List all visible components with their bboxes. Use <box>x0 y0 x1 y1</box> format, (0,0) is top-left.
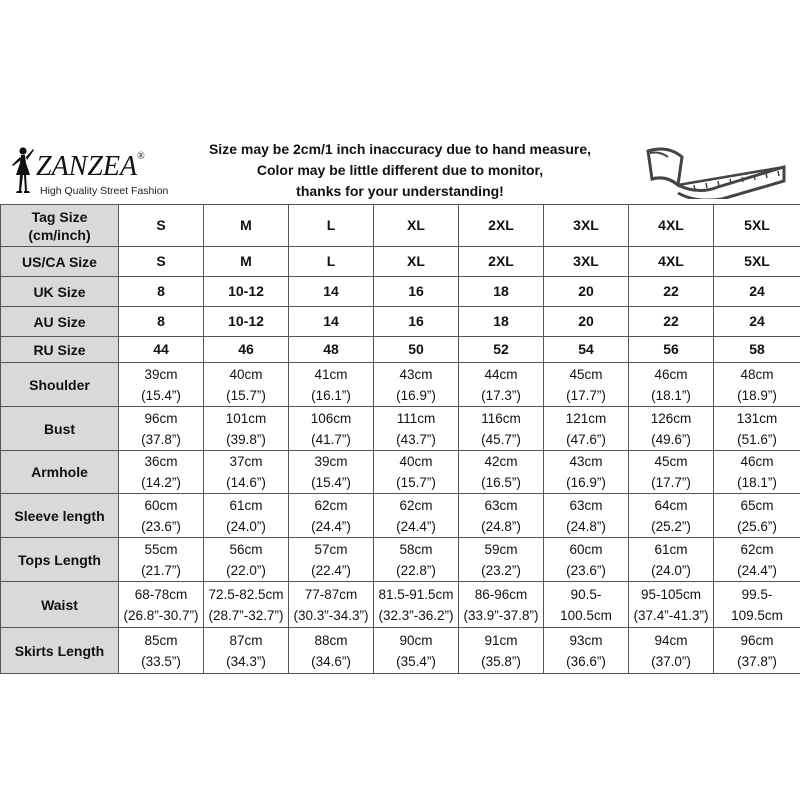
row-label <box>1 538 119 582</box>
cell-text: 72.5-82.5cm <box>208 586 284 602</box>
row-label-text: Armhole <box>31 464 88 480</box>
cell-text: (23.6”) <box>566 562 606 578</box>
row-label-text: Waist <box>41 596 78 613</box>
cell-text: 48cm <box>740 366 774 382</box>
row-label-text: Shoulder <box>29 376 90 393</box>
table-cell <box>459 277 544 307</box>
table-cell <box>374 451 459 494</box>
cell-text: 87cm <box>229 632 263 648</box>
cell-text: (34.3”) <box>226 653 266 669</box>
cell-text: 59cm <box>484 541 518 557</box>
table-cell <box>119 337 204 363</box>
table-cell <box>544 277 629 307</box>
cell-text: 46 <box>238 341 254 357</box>
table-row <box>1 494 800 538</box>
table-cell <box>204 538 289 582</box>
table-cell <box>289 407 374 451</box>
cell-text: (36.6”) <box>566 653 606 669</box>
cell-text: (37.8”) <box>141 431 181 447</box>
cell-text: 2XL <box>488 253 514 269</box>
table-row <box>1 451 800 494</box>
table-cell <box>374 277 459 307</box>
table-cell <box>459 407 544 451</box>
table-cell <box>374 205 459 247</box>
cell-text: 121cm <box>565 410 607 426</box>
cell-text: (15.4”) <box>311 475 351 490</box>
cell-text: 24 <box>749 313 765 329</box>
table-cell <box>204 628 289 674</box>
cell-text: (24.4”) <box>311 518 351 534</box>
cell-text: 37cm <box>229 454 263 469</box>
cell-text: 62cm <box>314 497 348 513</box>
table-cell <box>714 307 800 337</box>
cell-text: L <box>326 253 336 269</box>
table-cell <box>289 205 374 247</box>
cell-text: 60cm <box>569 541 603 557</box>
cell-text: 86-96cm <box>474 586 528 602</box>
cell-text: 4XL <box>658 217 684 233</box>
cell-text: 20 <box>578 283 594 299</box>
cell-text: 39cm <box>144 366 178 382</box>
cell-text: 60cm <box>144 497 178 513</box>
table-cell <box>714 628 800 674</box>
cell-text: (17.7”) <box>651 475 691 490</box>
table-cell <box>629 337 714 363</box>
cell-text: 90cm <box>399 632 433 648</box>
table-cell <box>459 337 544 363</box>
cell-text: 62cm <box>740 541 774 557</box>
cell-text: 22 <box>663 283 679 299</box>
table-cell <box>544 628 629 674</box>
table-cell <box>629 628 714 674</box>
table-cell <box>289 628 374 674</box>
cell-text: (24.0”) <box>226 518 266 534</box>
table-cell <box>544 538 629 582</box>
notice-line: thanks for your understanding! <box>296 183 504 199</box>
notice-line: Size may be 2cm/1 inch inaccuracy due to hand measure, <box>208 141 592 157</box>
table-cell <box>119 451 204 494</box>
table-cell <box>204 363 289 407</box>
cell-text: (15.7”) <box>226 387 266 403</box>
cell-text: (26.8”-30.7”) <box>123 607 199 623</box>
table-cell <box>629 247 714 277</box>
cell-text: 14 <box>323 313 339 329</box>
cell-text: (22.4”) <box>311 562 351 578</box>
cell-text: 61cm <box>229 497 263 513</box>
cell-text: L <box>326 217 336 233</box>
table-cell <box>714 337 800 363</box>
cell-text: 18 <box>493 283 509 299</box>
table-cell <box>204 277 289 307</box>
cell-text: 24 <box>749 283 765 299</box>
cell-text: 77-87cm <box>304 586 358 602</box>
table-cell <box>374 494 459 538</box>
table-row <box>1 307 800 337</box>
table-cell <box>119 307 204 337</box>
notice-line: Color may be little different due to monitor, <box>256 162 544 178</box>
cell-text: 16 <box>408 283 424 299</box>
cell-text: 42cm <box>484 454 518 469</box>
cell-text: (16.5”) <box>481 475 521 490</box>
table-cell <box>459 628 544 674</box>
table-cell <box>459 451 544 494</box>
table-cell <box>714 277 800 307</box>
table-cell <box>714 582 800 628</box>
cell-text: 64cm <box>654 497 688 513</box>
table-row <box>1 407 800 451</box>
table-cell <box>714 451 800 494</box>
cell-text: XL <box>407 253 425 269</box>
table-cell <box>629 205 714 247</box>
cell-text: 45cm <box>654 454 688 469</box>
table-cell <box>119 538 204 582</box>
table-cell <box>629 307 714 337</box>
table-cell <box>544 451 629 494</box>
table-cell <box>459 307 544 337</box>
table-cell <box>459 494 544 538</box>
cell-text: (24.0”) <box>651 562 691 578</box>
table-row <box>1 277 800 307</box>
brand-name: ZANZEA® <box>36 151 145 182</box>
table-cell <box>289 494 374 538</box>
table-cell <box>119 628 204 674</box>
cell-text: 5XL <box>744 217 770 233</box>
table-cell <box>459 538 544 582</box>
table-cell <box>714 205 800 247</box>
cell-text: (35.8”) <box>481 653 521 669</box>
cell-text: S <box>156 217 166 233</box>
table-cell <box>629 363 714 407</box>
table-cell <box>714 247 800 277</box>
table-cell <box>374 337 459 363</box>
cell-text: 3XL <box>573 217 599 233</box>
cell-text: 40cm <box>399 454 433 469</box>
measuring-tape-icon <box>638 141 788 199</box>
table-cell <box>119 277 204 307</box>
row-label <box>1 277 119 307</box>
cell-text: XL <box>407 217 425 233</box>
cell-text: (16.9”) <box>566 475 606 490</box>
row-label <box>1 494 119 538</box>
cell-text: (47.6”) <box>566 431 606 447</box>
table-cell <box>459 205 544 247</box>
table-cell <box>289 307 374 337</box>
row-label-text: Sleeve length <box>14 507 105 524</box>
cell-text: 44cm <box>484 366 518 382</box>
cell-text: 8 <box>157 283 165 299</box>
row-label <box>1 247 119 277</box>
cell-text: 94cm <box>654 632 688 648</box>
table-cell <box>374 307 459 337</box>
cell-text: (23.2”) <box>481 562 521 578</box>
cell-text: 40cm <box>229 366 263 382</box>
cell-text: (45.7”) <box>481 431 521 447</box>
cell-text: (17.3”) <box>481 387 521 403</box>
table-cell <box>714 494 800 538</box>
brand-tagline: High Quality Street Fashion <box>40 185 169 197</box>
cell-text: 43cm <box>569 454 603 469</box>
cell-text: 65cm <box>740 497 774 513</box>
table-cell <box>204 407 289 451</box>
row-label-text: UK Size <box>33 283 86 300</box>
table-cell <box>544 307 629 337</box>
cell-text: 95-105cm <box>640 586 702 602</box>
cell-text: 4XL <box>658 253 684 269</box>
cell-text: 50 <box>408 341 424 357</box>
table-cell <box>544 407 629 451</box>
cell-text: (14.2”) <box>141 475 181 490</box>
table-cell <box>374 407 459 451</box>
cell-text: (41.7”) <box>311 431 351 447</box>
cell-text: (16.1”) <box>311 387 351 403</box>
row-label-text: RU Size <box>33 341 86 358</box>
table-cell <box>714 407 800 451</box>
row-label-text: Tag Size <box>31 208 88 225</box>
cell-text: (23.6”) <box>141 518 181 534</box>
cell-text: 39cm <box>314 454 348 469</box>
cell-text: (30.3”-34.3”) <box>293 607 369 623</box>
cell-text: 57cm <box>314 541 348 557</box>
cell-text: (35.4”) <box>396 653 436 669</box>
table-cell <box>629 407 714 451</box>
cell-text: (22.0”) <box>226 562 266 578</box>
cell-text: 44 <box>153 341 169 357</box>
cell-text: M <box>240 217 252 233</box>
table-cell <box>374 628 459 674</box>
table-cell <box>544 363 629 407</box>
table-cell <box>544 247 629 277</box>
cell-text: 22 <box>663 313 679 329</box>
table-cell <box>119 407 204 451</box>
cell-text: 56cm <box>229 541 263 557</box>
cell-text: (18.1”) <box>737 475 777 490</box>
cell-text: (15.7”) <box>396 475 436 490</box>
table-cell <box>204 205 289 247</box>
cell-text: (49.6”) <box>651 431 691 447</box>
table-cell <box>714 363 800 407</box>
cell-text: 63cm <box>569 497 603 513</box>
row-label <box>1 451 119 494</box>
table-cell <box>289 277 374 307</box>
cell-text: 68-78cm <box>134 586 188 602</box>
table-cell <box>629 494 714 538</box>
cell-text: 14 <box>323 283 339 299</box>
row-label-text: US/CA Size <box>22 253 97 270</box>
cell-text: (28.7”-32.7”) <box>208 607 284 623</box>
size-chart <box>0 133 800 669</box>
cell-text: (33.5”) <box>141 653 181 669</box>
table-cell <box>629 582 714 628</box>
cell-text: S <box>156 253 166 269</box>
cell-text: 46cm <box>654 366 688 382</box>
table-cell <box>629 277 714 307</box>
cell-text: 8 <box>157 313 165 329</box>
row-label-text: Tops Length <box>18 551 101 568</box>
row-label <box>1 307 119 337</box>
cell-text: 101cm <box>225 410 267 426</box>
cell-text: (25.2”) <box>651 518 691 534</box>
table-cell <box>459 582 544 628</box>
cell-text: 5XL <box>744 253 770 269</box>
cell-text: M <box>240 253 252 269</box>
table-cell <box>119 494 204 538</box>
table-row <box>1 205 800 247</box>
cell-text: (37.8”) <box>737 653 777 669</box>
cell-text: (25.6”) <box>737 518 777 534</box>
size-table-body <box>1 205 800 674</box>
brand-logo <box>8 145 204 199</box>
cell-text: (39.8”) <box>226 431 266 447</box>
row-label <box>1 363 119 407</box>
cell-text: (22.8”) <box>396 562 436 578</box>
table-cell <box>714 538 800 582</box>
table-cell <box>289 451 374 494</box>
cell-text: 90.5- <box>570 586 602 602</box>
table-row <box>1 582 800 628</box>
table-cell <box>289 582 374 628</box>
table-cell <box>459 247 544 277</box>
cell-text: (33.9”-37.8”) <box>463 607 539 623</box>
cell-text: 131cm <box>736 410 778 426</box>
cell-text: (17.7”) <box>566 387 606 403</box>
cell-text: 99.5- <box>741 586 773 602</box>
cell-text: 16 <box>408 313 424 329</box>
cell-text: 52 <box>493 341 509 357</box>
table-row <box>1 628 800 674</box>
cell-text: (34.6”) <box>311 653 351 669</box>
cell-text: 58cm <box>399 541 433 557</box>
cell-text: 81.5-91.5cm <box>378 586 454 602</box>
cell-text: (14.6”) <box>226 475 266 490</box>
cell-text: (51.6”) <box>737 431 777 447</box>
cell-text: (24.4”) <box>737 562 777 578</box>
cell-text: (37.0”) <box>651 653 691 669</box>
table-cell <box>204 337 289 363</box>
measurement-notice <box>200 139 600 202</box>
cell-text: 2XL <box>488 217 514 233</box>
table-cell <box>629 538 714 582</box>
row-label <box>1 582 119 628</box>
cell-text: 48 <box>323 341 339 357</box>
row-label <box>1 205 119 247</box>
table-cell <box>544 582 629 628</box>
cell-text: (37.4”-41.3”) <box>633 607 709 623</box>
row-label <box>1 407 119 451</box>
cell-text: 106cm <box>310 410 352 426</box>
table-row <box>1 337 800 363</box>
cell-text: (15.4”) <box>141 387 181 403</box>
cell-text: 111cm <box>396 410 436 426</box>
table-cell <box>374 247 459 277</box>
cell-text: (24.8”) <box>481 518 521 534</box>
table-cell <box>119 582 204 628</box>
table-cell <box>204 247 289 277</box>
table-cell <box>544 205 629 247</box>
cell-text: 96cm <box>144 410 178 426</box>
cell-text: 10-12 <box>228 313 264 329</box>
cell-text: 56 <box>663 341 679 357</box>
fashion-woman-icon <box>8 145 36 197</box>
row-label-text: AU Size <box>33 313 86 330</box>
cell-text: 85cm <box>144 632 178 648</box>
table-cell <box>204 494 289 538</box>
cell-text: 36cm <box>144 454 178 469</box>
table-cell <box>544 337 629 363</box>
size-table <box>0 204 800 674</box>
cell-text: 20 <box>578 313 594 329</box>
cell-text: 63cm <box>484 497 518 513</box>
cell-text: 126cm <box>650 410 692 426</box>
cell-text: (24.8”) <box>566 518 606 534</box>
table-cell <box>119 205 204 247</box>
table-cell <box>289 247 374 277</box>
table-cell <box>204 582 289 628</box>
cell-text: 41cm <box>314 366 348 382</box>
cell-text: 54 <box>578 341 594 357</box>
cell-text: (16.9”) <box>396 387 436 403</box>
cell-text: 10-12 <box>228 283 264 299</box>
cell-text: (24.4”) <box>396 518 436 534</box>
table-cell <box>629 451 714 494</box>
cell-text: 58 <box>749 341 765 357</box>
table-cell <box>544 494 629 538</box>
cell-text: 55cm <box>144 541 178 557</box>
cell-text: 46cm <box>740 454 774 469</box>
chart-header <box>0 133 800 204</box>
table-row <box>1 363 800 407</box>
cell-text: (21.7”) <box>141 562 181 578</box>
cell-text: 45cm <box>569 366 603 382</box>
table-cell <box>289 363 374 407</box>
registered-mark: ® <box>137 151 145 162</box>
cell-text: (32.3”-36.2”) <box>378 607 454 623</box>
table-cell <box>289 337 374 363</box>
cell-text: 93cm <box>569 632 603 648</box>
table-cell <box>374 582 459 628</box>
row-label-text: Skirts Length <box>14 642 105 659</box>
cell-text: 91cm <box>484 632 518 648</box>
table-cell <box>459 363 544 407</box>
table-cell <box>374 538 459 582</box>
cell-text: 96cm <box>740 632 774 648</box>
cell-text: 116cm <box>481 410 521 426</box>
cell-text: 3XL <box>573 253 599 269</box>
table-cell <box>119 363 204 407</box>
cell-text: 61cm <box>654 541 688 557</box>
row-label-text: Bust <box>43 420 76 437</box>
table-cell <box>374 363 459 407</box>
cell-text: 18 <box>493 313 509 329</box>
cell-text: 109.5cm <box>731 607 783 623</box>
cell-text: 62cm <box>399 497 433 513</box>
cell-text: (43.7”) <box>396 431 436 447</box>
cell-text: 43cm <box>399 366 433 382</box>
cell-text: 88cm <box>314 632 348 648</box>
table-row <box>1 538 800 582</box>
cell-text: (18.1”) <box>651 387 691 403</box>
row-label <box>1 628 119 674</box>
cell-text: 100.5cm <box>560 607 612 623</box>
table-cell <box>204 307 289 337</box>
row-label <box>1 337 119 363</box>
cell-text: (18.9”) <box>737 387 777 403</box>
table-cell <box>119 247 204 277</box>
row-label-text: (cm/inch) <box>28 226 91 243</box>
table-cell <box>289 538 374 582</box>
table-cell <box>204 451 289 494</box>
table-row <box>1 247 800 277</box>
